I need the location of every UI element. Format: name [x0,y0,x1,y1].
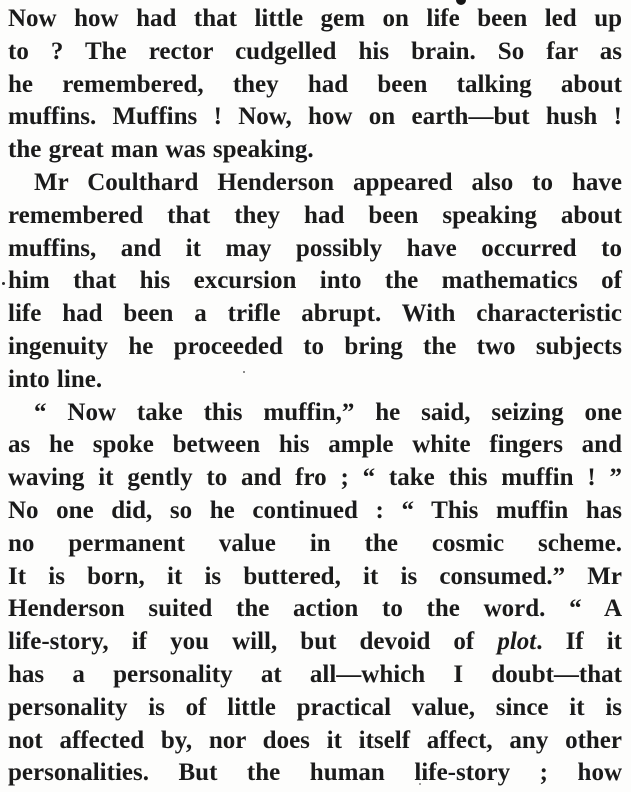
text-line [8,659,622,692]
text-segment: life had been a trifle abrupt. With characteristic [8,300,622,328]
text-segment: he remembered, they had been talking about [8,70,622,98]
paragraph [8,3,622,167]
text-segment: . If it [536,628,622,656]
text-segment: ingenuity he proceeded to bring the two subjects [8,332,622,360]
text-line [8,725,622,758]
text-segment: the great man was speaking. [8,136,314,164]
text-line [8,561,622,594]
text-line [8,265,622,298]
text-segment: Now how had that little gem on life been led up [8,5,622,32]
text-segment: not affected by, nor does it itself affect, any other [8,726,622,754]
text-segment: no permanent value in the cosmic scheme. [8,529,622,557]
italic-text: plot [497,628,537,656]
text-line [8,298,622,331]
paragraph [8,167,622,397]
text-segment: Henderson suited the action to the word. “ A [8,595,622,623]
scan-speck [2,282,5,285]
text-line [8,36,622,69]
text-line [8,233,622,266]
text-line [8,200,622,233]
page-text [8,3,622,790]
text-segment: Mr Coulthard Henderson appeared also to have [34,168,622,196]
text-line [8,331,622,364]
text-segment: as he spoke between his ample white fingers and [8,431,622,459]
text-segment: has a personality at all—which I doubt—that [8,660,622,688]
text-line [8,3,622,36]
text-segment: personality is of little practical value, since it is [8,693,622,721]
text-segment: into line. [8,365,103,393]
text-segment: life-story, if you will, but devoid of [8,628,498,656]
text-line [8,397,622,430]
text-line [8,692,622,725]
text-segment: to ? The rector cudgelled his brain. So far as [8,37,622,65]
text-segment: muffins. Muffins ! Now, how on earth—but hush ! [8,103,622,131]
text-line [8,429,622,462]
text-segment: personalities. But the human life-story ; how [8,759,622,787]
text-segment: waving it gently to and fro ; “ take this muffin ! ” [8,464,622,492]
text-line [8,528,622,561]
text-segment: him that his excursion into the mathematics of [8,267,622,295]
text-line [8,69,622,102]
text-line [8,593,622,626]
text-segment: No one did, so he continued : “ This muffin has [8,496,622,524]
text-segment: “ Now take this muffin,” he said, seizing one [34,398,622,426]
text-segment: remembered that they had been speaking about [8,201,622,229]
text-line [8,134,622,167]
text-segment: muffins, and it may possibly have occurred to [8,234,622,262]
text-line [8,462,622,495]
text-line [8,167,622,200]
text-line [8,495,622,528]
text-line [8,626,622,659]
text-line [8,364,622,397]
text-line [8,757,622,790]
text-segment: It is born, it is buttered, it is consumed.” Mr [8,562,622,590]
paragraph [8,397,622,791]
text-line [8,101,622,134]
